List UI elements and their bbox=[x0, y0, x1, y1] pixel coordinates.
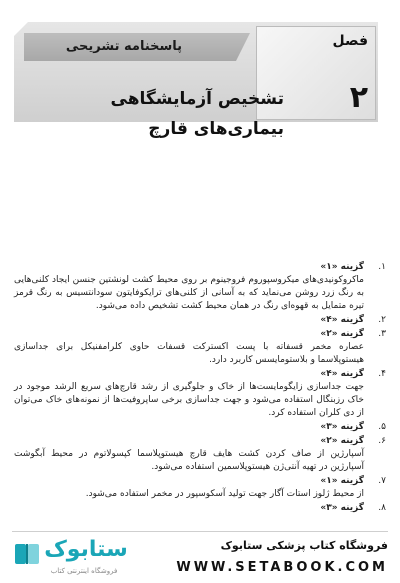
answer-choice: گزینه «۴» bbox=[320, 315, 364, 325]
answer-list bbox=[14, 261, 386, 516]
answer-choice: گزینه «۳» bbox=[320, 422, 364, 432]
chapter-number: ۲ bbox=[349, 80, 368, 115]
chapter-label: فصل bbox=[332, 33, 368, 49]
answer-number: ۴. bbox=[378, 369, 386, 379]
answer-explanation: ماکروکونیدی‌های میکروسپوروم فروجینوم بر روی محیط کشت لونشتین جنسن ایجاد کلنی‌هایی به رنگ زرد روشن می‌نماید که به آسانی از کلنی‌های ترایکوفایتون سودانتسیس به رنگ قرمز تیره متمایل به قهوه‌ای رنگ در همان محیط کشت تشخیص داده می‌شود. bbox=[14, 275, 364, 311]
answer-number: ۷. bbox=[378, 476, 386, 486]
answer-number: ۱. bbox=[378, 262, 386, 272]
answer-explanation: از محیط ژلوز استات آگار جهت تولید آسکوسپور در مخمر استفاده می‌شود. bbox=[85, 489, 364, 499]
answer-number: ۲. bbox=[378, 315, 386, 325]
answer-choice: گزینه «۴» bbox=[320, 369, 364, 379]
store-name: فروشگاه کتاب پزشکی ستابوک bbox=[220, 539, 388, 552]
answer-choice: گزینه «۲» bbox=[320, 436, 364, 446]
answer-choice: گزینه «۱» bbox=[320, 476, 364, 486]
answer-item bbox=[14, 421, 386, 434]
store-url-link[interactable]: WWW.SETABOOK.COM bbox=[176, 560, 388, 575]
answer-item bbox=[14, 314, 386, 327]
answer-item bbox=[14, 328, 386, 367]
setabook-logo[interactable] bbox=[10, 535, 128, 579]
footer-divider bbox=[12, 531, 388, 532]
answer-number: ۸. bbox=[378, 503, 386, 513]
book-icon bbox=[12, 539, 42, 569]
answer-choice: گزینه «۳» bbox=[320, 503, 364, 513]
answer-item bbox=[14, 435, 386, 474]
answer-number: ۳. bbox=[378, 329, 386, 339]
chapter-title: تشخیص آزمایشگاهی بیماری‌های قارچ bbox=[110, 89, 284, 139]
answer-key-title: پاسخنامه تشریحی bbox=[65, 39, 183, 54]
answer-choice: گزینه «۲» bbox=[320, 329, 364, 339]
answer-explanation: عصاره مخمر قسفاته با پست اکسترکت قسفات حاوی کلرامفنیکل برای جداسازی هیستوپلاسما و بلاستومایسس کاربرد دارد. bbox=[14, 342, 364, 365]
answer-number: ۶. bbox=[378, 436, 386, 446]
answer-item bbox=[14, 261, 386, 313]
answer-number: ۵. bbox=[378, 422, 386, 432]
answer-item bbox=[14, 368, 386, 420]
logo-subtext: فروشگاه اینترنتی کتاب bbox=[50, 567, 118, 575]
answer-explanation: جهت جداسازی زایگومایست‌ها از خاک و جلوگیری از رشد قارچ‌های سریع الرشد موجود در خاک رزبنگال استفاده می‌شود و جهت جداسازی برخی ساپروفیت‌ها از نمونه‌های خاک می‌توان از دی کلران استفاده کرد. bbox=[14, 382, 364, 418]
answer-item bbox=[14, 475, 386, 501]
answer-item bbox=[14, 502, 386, 515]
logo-text: ستابوک bbox=[44, 537, 128, 562]
answer-choice: گزینه «۱» bbox=[320, 262, 364, 272]
answer-explanation: آسپارژین از صاف کردن کشت هایف قارچ هیستوپلاسما کپسولاتوم در محیط آبگوشت آسپارژین در تهیه آنتی‌ژن هیستوپلاسمین استفاده می‌شود. bbox=[14, 449, 364, 472]
